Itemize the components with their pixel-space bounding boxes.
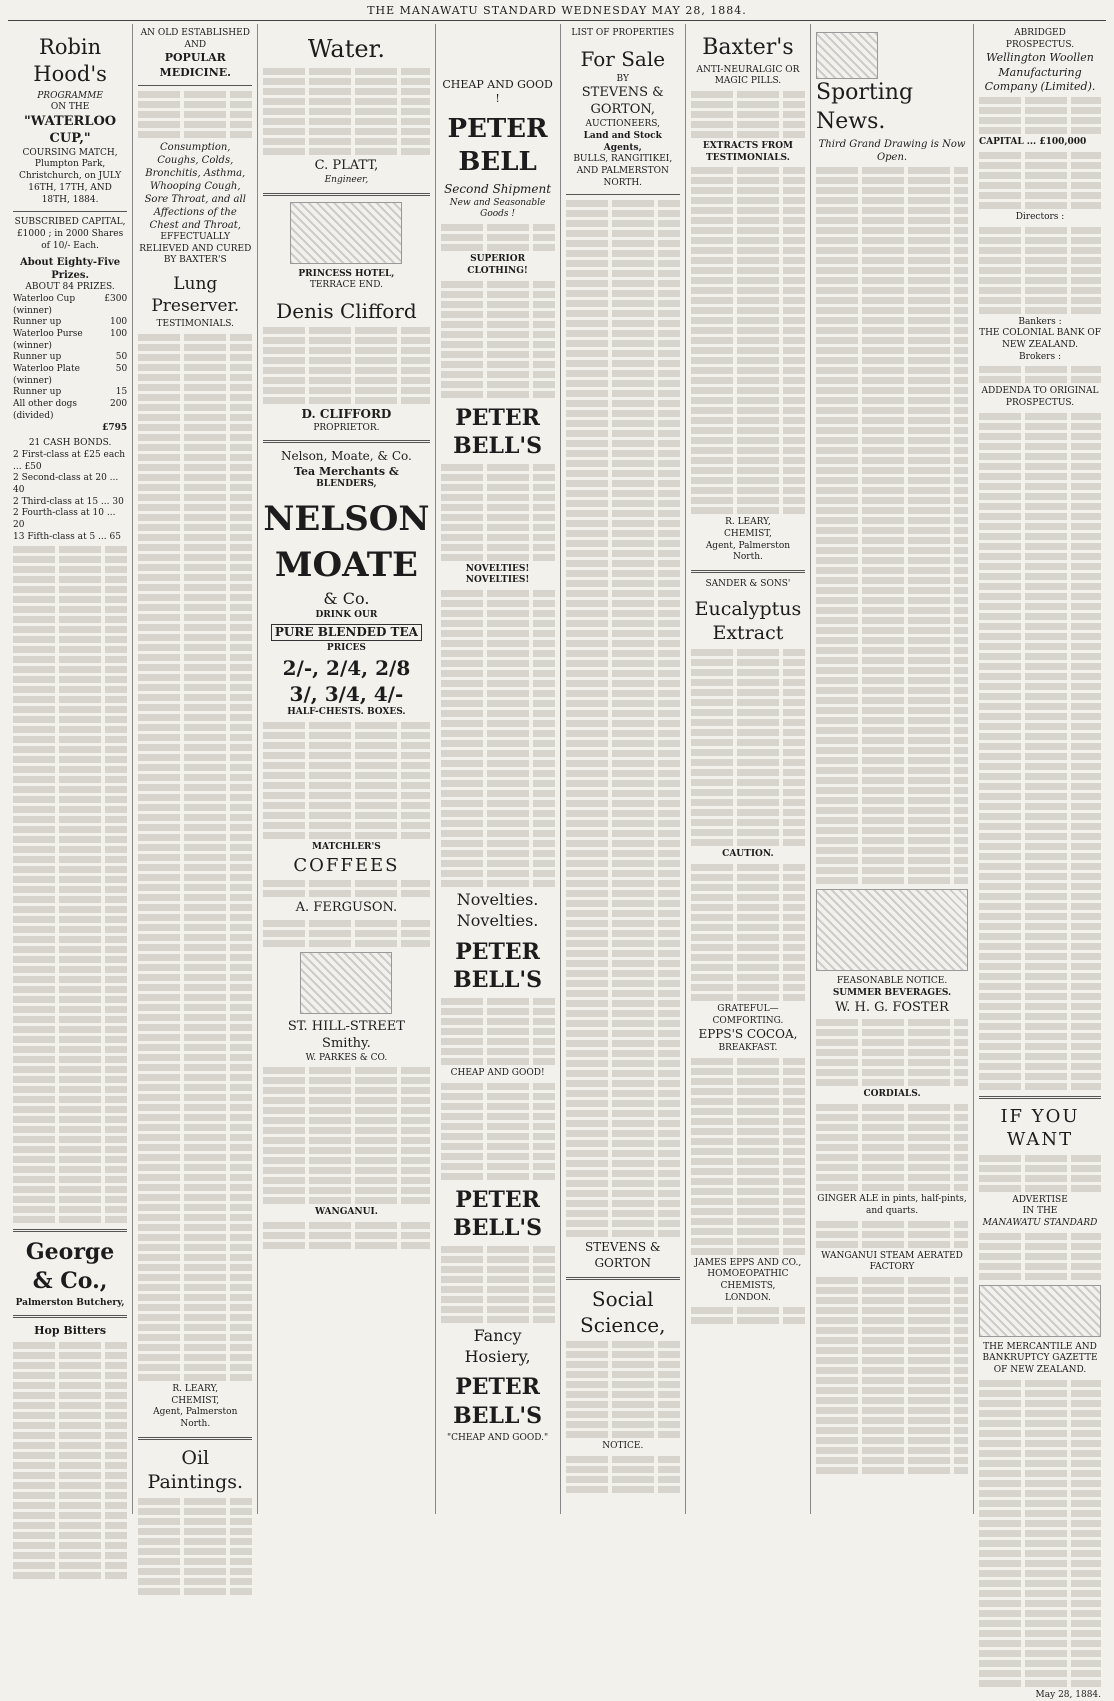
drink-our: DRINK OUR (315, 610, 378, 621)
leary-agent: Agent, Palmerston North. (153, 1407, 238, 1429)
manawatu-standard: MANAWATU STANDARD (982, 1217, 1098, 1228)
chemist: CHEMIST, (724, 529, 772, 540)
sporting-news: Sporting News. (816, 80, 914, 134)
prizes-head: About Eighty-Five Prizes. (20, 257, 121, 282)
nelson: NELSON (263, 499, 430, 539)
bond-line: 2 Fourth-class at 10 ... 20 (13, 508, 116, 530)
if-you-want: IF YOU WANT (1000, 1105, 1080, 1151)
breakfast: BREAKFAST. (718, 1042, 778, 1053)
prize-name: Runner up (13, 317, 62, 328)
list-of-properties: LIST OF PROPERTIES (571, 28, 675, 38)
cheap-and-good: CHEAP AND GOOD ! (442, 78, 553, 106)
sander-sons: SANDER & SONS' (705, 579, 791, 590)
prize-name: Waterloo Purse (winner) (13, 329, 83, 351)
wanganui: WANGANUI. (315, 1207, 378, 1218)
princess-hotel: PRINCESS HOTEL, (298, 268, 395, 279)
prize-name: All other dogs (divided) (13, 399, 77, 421)
column-7 (811, 24, 974, 1514)
programme-label: PROGRAMME (37, 90, 103, 101)
notice: NOTICE. (602, 1441, 644, 1452)
peter-bells-4: PETER BELL'S (453, 1374, 543, 1429)
bond-line: 2 Second-class at 20 ... 40 (13, 473, 119, 495)
prize-name: Runner up (13, 352, 62, 363)
rule (13, 211, 127, 212)
engineer: Engineer, (324, 175, 369, 186)
prize-row (13, 352, 127, 364)
blenders: BLENDERS, (316, 479, 377, 490)
price-row-2: 3/, 3/4, 4/- (289, 682, 404, 707)
tea-merchants: Tea Merchants & (294, 465, 399, 479)
bankers: Bankers : (1018, 316, 1062, 327)
prize-total-amount: £795 (102, 422, 128, 433)
prize-row (13, 399, 127, 422)
column-1 (8, 24, 133, 1514)
advertise: ADVERTISE (1012, 1194, 1068, 1205)
london: LONDON. (724, 1292, 771, 1303)
capital: CAPITAL ... £100,000 (979, 137, 1087, 148)
robin-hood-title: Robin Hood's (33, 35, 107, 87)
moate: MOATE (274, 545, 418, 586)
feasonable-notice: FEASONABLE NOTICE. (836, 976, 948, 987)
prize-row (13, 364, 127, 387)
prize-amount: 15 (115, 387, 128, 398)
george-co: George & Co., (25, 1239, 115, 1294)
mercantile-gazette: THE MERCANTILE AND BANKRUPTCY GAZETTE OF NEW ZEALAND. (982, 1341, 1098, 1375)
column-2 (133, 24, 258, 1514)
waterloo-cup: "WATERLOO CUP," (24, 113, 117, 146)
baxters: Baxter's (702, 35, 794, 60)
leary-name: R. LEARY, (172, 1383, 219, 1394)
old-established: AN OLD ESTABLISHED (140, 28, 250, 38)
place-date: Plumpton Park, Christchurch, on JULY 16TH, 17TH, AND 18TH, 1884. (18, 159, 122, 205)
addenda: ADDENDA TO ORIGINAL PROSPECTUS. (981, 386, 1099, 409)
and-co: & Co. (323, 589, 370, 609)
new-goods: New and Seasonable Goods ! (449, 197, 546, 220)
leary-chemist: CHEMIST, (171, 1395, 220, 1406)
anti-neuralgic: ANTI-NEURALGIC OR MAGIC PILLS. (696, 64, 800, 87)
prize-row (13, 329, 127, 352)
prize-amount: 50 (115, 364, 128, 375)
prize-amount: 100 (109, 317, 128, 328)
smithy: ST. HILL-STREET Smithy. (287, 1018, 405, 1051)
lung-preserver: Lung Preserver. (151, 274, 240, 317)
nelson-moate-co: Nelson, Moate, & Co. (280, 449, 412, 464)
gazette-emblem (979, 1285, 1101, 1337)
prize-row (13, 317, 127, 329)
c-platt: C. PLATT, (314, 158, 379, 174)
hotel-illustration (290, 202, 402, 264)
column-8 (974, 24, 1106, 1700)
column-5 (561, 24, 686, 1514)
prize-name: Waterloo Plate (winner) (13, 364, 80, 386)
column-4 (436, 24, 561, 1514)
company-name: Wellington Woollen Manufacturing Company (Limited). (984, 51, 1096, 93)
oil-paintings: Oil Paintings. (147, 1446, 243, 1494)
top-rule (8, 20, 1106, 21)
peter-bells-3: PETER BELL'S (453, 1186, 543, 1242)
parkes: W. PARKES & CO. (305, 1052, 388, 1063)
novelties-head: NOVELTIES! NOVELTIES! (465, 563, 530, 586)
half-chests: HALF-CHESTS. BOXES. (287, 707, 406, 718)
prices-label: PRICES (326, 643, 366, 654)
bank-name: THE COLONIAL BANK OF NEW ZEALAND. (979, 328, 1101, 351)
epps-cocoa: EPPS'S COCOA, (698, 1027, 798, 1042)
denis-clifford: Denis Clifford (276, 299, 417, 324)
third-drawing: Third Grand Drawing is Now Open. (818, 139, 966, 164)
prize-row (13, 387, 127, 399)
popular-medicine: POPULAR MEDICINE. (159, 51, 231, 79)
capital: SUBSCRIBED CAPITAL, £1000 ; in 2000 Shares of 10/- Each. (14, 217, 126, 251)
cheap-and-good-2: CHEAP AND GOOD! (450, 1067, 545, 1078)
palmerston-butchery: Palmerston Butchery, (15, 1297, 125, 1308)
testimonials: TESTIMONIALS. (156, 319, 235, 330)
proprietor: PROPRIETOR. (313, 422, 380, 433)
caution: CAUTION. (722, 849, 774, 860)
fancy-hosiery: Fancy Hosiery, (464, 1325, 531, 1366)
consumption-text: Consumption, Coughs, Colds, Bronchitis, Asthma, Whooping Cough, Sore Throat, and all Affections of the Chest and Throat, (144, 141, 246, 231)
abridged-prospectus: ABRIDGED PROSPECTUS. (1005, 28, 1075, 50)
wanganui-steam: WANGANUI STEAM AERATED FACTORY (821, 1250, 963, 1273)
grateful: GRATEFUL—COMFORTING. (712, 1003, 784, 1026)
auctioneers: AUCTIONEERS, (585, 119, 660, 130)
prize-amount: 100 (109, 329, 128, 339)
stevens-gorton-2: STEVENS & GORTON (584, 1240, 661, 1270)
and: AND (184, 39, 207, 50)
palmerston: AND PALMERSTON NORTH. (576, 165, 669, 188)
second-shipment: Second Shipment (444, 182, 552, 197)
bond-line: 2 First-class at £25 each ... £50 (13, 449, 126, 472)
social-science: Social Science, (580, 1287, 666, 1338)
prizes-about: ABOUT 84 PRIZES. (25, 282, 115, 293)
d-clifford: D. CLIFFORD (301, 407, 392, 422)
pure-blended-tea: PURE BLENDED TEA (271, 624, 421, 642)
stevens-gorton: STEVENS & GORTON, (581, 85, 664, 118)
issue-date: May 28, 1884. (1035, 1689, 1102, 1700)
wh-foster: W. H. G. FOSTER (835, 999, 949, 1015)
in-the: IN THE (1022, 1206, 1058, 1217)
ginger-ale: GINGER ALE in pints, half-pints, and quarts. (817, 1194, 967, 1216)
column-6 (686, 24, 811, 1514)
agent: Agent, Palmerston North. (705, 540, 791, 563)
peter-bell: PETER BELL (447, 113, 548, 178)
bulls: BULLS, RANGITIKEI, (573, 154, 673, 165)
column-3 (258, 24, 435, 1514)
superior-clothing: SUPERIOR CLOTHING! (467, 254, 528, 276)
for-sale: For Sale (580, 46, 666, 71)
brokers: Brokers : (1019, 351, 1061, 362)
extracts: EXTRACTS FROM TESTIMONIALS. (702, 140, 794, 163)
summer-beverages: SUMMER BEVERAGES. (832, 987, 952, 998)
novelties-2: Novelties. Novelties. (456, 890, 539, 930)
prize-list (13, 294, 127, 434)
water-title: Water. (307, 35, 386, 63)
hop-bitters: Hop Bitters (34, 1324, 107, 1338)
relieved-text: EFFECTUALLY RELIEVED AND CURED BY BAXTER'S (139, 231, 252, 266)
r-leary: R. LEARY, (725, 517, 771, 528)
prize-row (13, 294, 127, 317)
prize-amount: 50 (115, 352, 128, 363)
machinery-illustration (816, 889, 968, 971)
eucalyptus-extract: Eucalyptus Extract (694, 597, 802, 645)
prize-amount: 200 (109, 399, 128, 410)
coursing-match: COURSING MATCH, (22, 147, 118, 158)
prize-total (13, 423, 127, 435)
bond-line: 2 Third-class at 15 ... 30 (13, 496, 124, 507)
cordials: CORDIALS. (863, 1089, 921, 1100)
masthead: THE MANAWATU STANDARD WEDNESDAY MAY 28, 1884. (367, 4, 747, 17)
cash-bonds: 21 CASH BONDS. (28, 438, 112, 449)
coffees: COFFEES (293, 854, 400, 876)
horse-illustration (816, 32, 878, 79)
prize-amount: £300 (104, 293, 128, 304)
james-epps: JAMES EPPS AND CO., (694, 1257, 802, 1268)
smithy-illustration (300, 952, 392, 1014)
terrace-end: TERRACE END. (309, 280, 383, 291)
columns (8, 24, 1106, 1700)
a-ferguson: A. FERGUSON. (295, 899, 398, 915)
cheap-and-good-3: "CHEAP AND GOOD." (447, 1432, 549, 1443)
directors: Directors : (1015, 211, 1065, 222)
peter-bells: PETER BELL'S (453, 404, 543, 460)
peter-bells-2: PETER BELL'S (453, 938, 543, 994)
prize-name: Runner up (13, 387, 62, 398)
matchlers: MATCHLER'S (312, 841, 381, 852)
bond-line: 13 Fifth-class at 5 ... 65 (13, 531, 121, 542)
prize-name: Waterloo Cup (winner) (13, 293, 76, 316)
homoeopathic: HOMOEOPATHIC CHEMISTS, (707, 1269, 789, 1291)
land-stock: Land and Stock Agents, (583, 130, 662, 153)
price-row-1: 2/-, 2/4, 2/8 (282, 656, 411, 681)
by: BY (616, 73, 629, 84)
on-the: ON THE (50, 102, 90, 113)
